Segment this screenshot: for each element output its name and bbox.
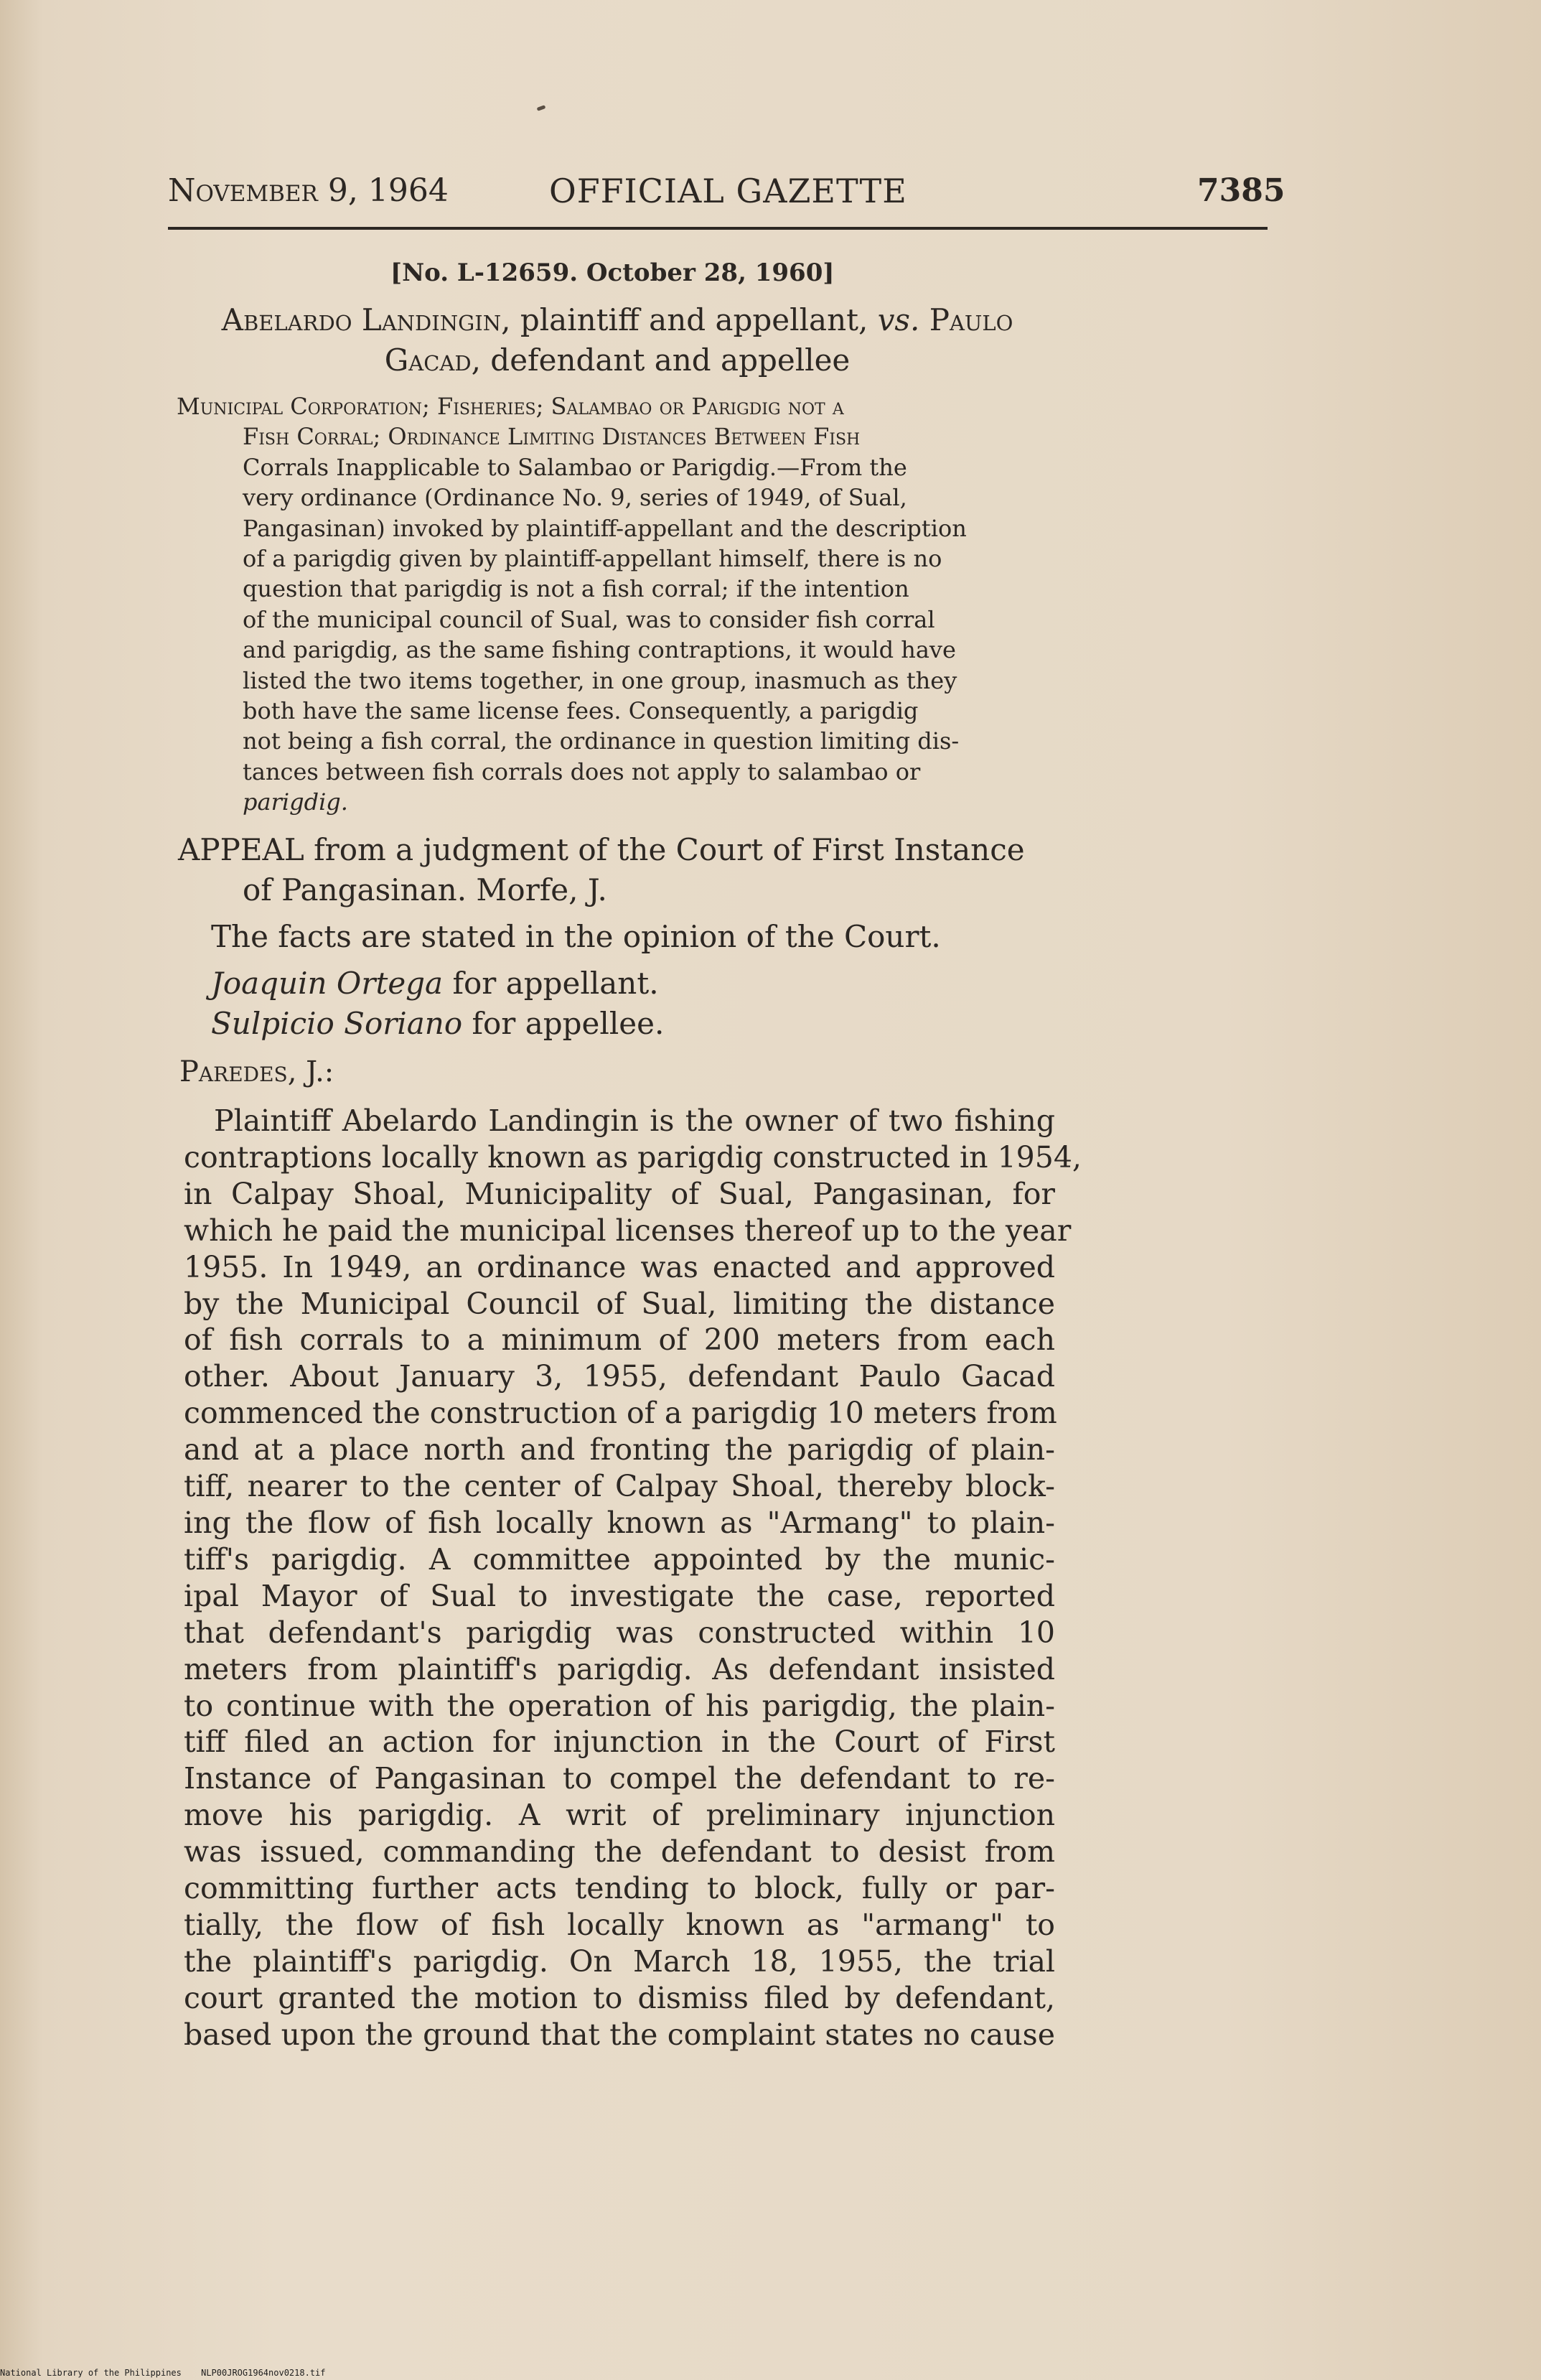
body-line: meters from plaintiff's parigdig. As defendant insisted — [184, 1651, 1055, 1686]
appellee-counsel-name: Sulpicio Soriano — [211, 1006, 463, 1041]
body-line: that defendant's parigdig was constructed within 10 — [184, 1615, 1055, 1650]
scan-footer — [0, 2368, 340, 2378]
syllabus-line: question that parigdig is not a fish corral; if the intention — [243, 575, 909, 603]
syllabus-line: listed the two items together, in one group, inasmuch as they — [243, 666, 957, 694]
plaintiff-name: Abelardo Landingin — [221, 302, 502, 337]
appeal-line-1: APPEAL from a judgment of the Court of First Instance — [178, 832, 1025, 867]
defendant-last-name: Gacad — [384, 342, 472, 378]
header-title: OFFICIAL GAZETTE — [549, 172, 907, 210]
body-line: other. About January 3, 1955, defendant Paulo Gacad — [184, 1359, 1055, 1394]
syllabus-line: both have the same license fees. Consequently, a parigdig — [243, 697, 919, 725]
body-line: and at a place north and fronting the parigdig of plain- — [184, 1432, 1055, 1467]
body-line: tiff filed an action for injunction in the Court of First — [184, 1725, 1055, 1760]
syllabus-line: Corrals Inapplicable to Salambao or Parigdig.—From the — [243, 453, 907, 481]
defendant-first-name: Paulo — [919, 302, 1013, 337]
defendant-role: , defendant and appellee — [471, 342, 851, 378]
body-line: by the Municipal Council of Sual, limiting the distance — [184, 1286, 1055, 1321]
body-line: contraptions locally known as parigdig constructed in 1954, — [184, 1139, 1082, 1175]
facts-statement: The facts are stated in the opinion of the Court. — [211, 919, 941, 954]
syllabus-line: and parigdig, as the same fishing contraptions, it would have — [243, 636, 956, 664]
body-line: tiff's parigdig. A committee appointed by the munic- — [184, 1541, 1055, 1577]
appellee-counsel-role: for appellee. — [462, 1006, 665, 1041]
header-page-number: 7385 — [1197, 172, 1285, 209]
header-rule — [168, 227, 1268, 230]
body-line: ipal Mayor of Sual to investigate the case, reported — [184, 1578, 1055, 1613]
body-line: the plaintiff's parigdig. On March 18, 1955, the trial — [184, 1943, 1055, 1979]
header-date: November 9, 1964 — [168, 172, 449, 209]
versus: vs. — [877, 302, 920, 337]
judge-heading: Paredes, J.: — [179, 1055, 334, 1088]
body-line: Instance of Pangasinan to compel the defendant to re- — [184, 1761, 1055, 1796]
syllabus-line: of the municipal council of Sual, was to consider fish corral — [243, 605, 935, 633]
appellant-counsel-name: Joaquin Ortega — [211, 966, 444, 1001]
body-line: Plaintiff Abelardo Landingin is the owner of two fishing — [214, 1103, 1055, 1138]
counsel-appellee — [211, 1004, 664, 1044]
body-line: commenced the construction of a parigdig 10 meters from — [184, 1396, 1057, 1431]
syllabus-line: tances between fish corrals does not apply to salambao or — [243, 757, 921, 785]
syllabus-line: of a parigdig given by plaintiff-appellant himself, there is no — [243, 545, 942, 573]
body-line: 1955. In 1949, an ordinance was enacted and approved — [184, 1249, 1055, 1284]
body-line: based upon the ground that the complaint states no cause — [184, 2017, 1055, 2052]
body-line: which he paid the municipal licenses thereof up to the year — [184, 1213, 1072, 1248]
footer-filename: NLP00JROG1964nov0218.tif — [201, 2368, 326, 2378]
syllabus-line: Municipal Corporation; Fisheries; Salambao or Parigdig not a — [177, 393, 844, 420]
syllabus — [177, 391, 1052, 818]
counsel-block — [211, 963, 664, 1044]
opinion-body — [184, 1103, 1082, 2053]
appellant-counsel-role: for appellant. — [443, 966, 659, 1001]
syllabus-line: very ordinance (Ordinance No. 9, series of 1949, of Sual, — [243, 484, 907, 512]
body-line: tiff, nearer to the center of Calpay Shoal, thereby block- — [184, 1469, 1055, 1504]
syllabus-line: not being a fish corral, the ordinance in question limiting dis- — [243, 727, 960, 755]
case-parties — [172, 300, 1062, 381]
footer-library: National Library of the Philippines — [0, 2368, 182, 2378]
body-line: in Calpay Shoal, Municipality of Sual, Pangasinan, for — [184, 1176, 1055, 1211]
body-line: was issued, commanding the defendant to desist from — [184, 1834, 1055, 1870]
body-line: of fish corrals to a minimum of 200 meters from each — [184, 1322, 1055, 1358]
plaintiff-role: , plaintiff and appellant, — [501, 302, 878, 337]
syllabus-line: parigdig. — [243, 788, 348, 816]
counsel-appellant — [211, 963, 664, 1004]
appeal-line-2: of Pangasinan. Morfe, J. — [243, 872, 607, 907]
appeal-statement — [178, 830, 1054, 910]
syllabus-line: Pangasinan) invoked by plaintiff-appellant and the description — [243, 514, 967, 542]
body-line: ing the flow of fish locally known as "Armang" to plain- — [184, 1505, 1055, 1540]
body-line: move his parigdig. A writ of preliminary injunction — [184, 1798, 1055, 1833]
case-number: [No. L-12659. October 28, 1960] — [390, 258, 835, 287]
syllabus-line: Fish Corral; Ordinance Limiting Distances Between Fish — [243, 423, 861, 451]
body-line: to continue with the operation of his parigdig, the plain- — [184, 1688, 1055, 1723]
body-line: committing further acts tending to block, fully or par- — [184, 1871, 1055, 1906]
body-line: tially, the flow of fish locally known as "armang" to — [184, 1907, 1055, 1942]
body-line: court granted the motion to dismiss filed by defendant, — [184, 1980, 1055, 2015]
